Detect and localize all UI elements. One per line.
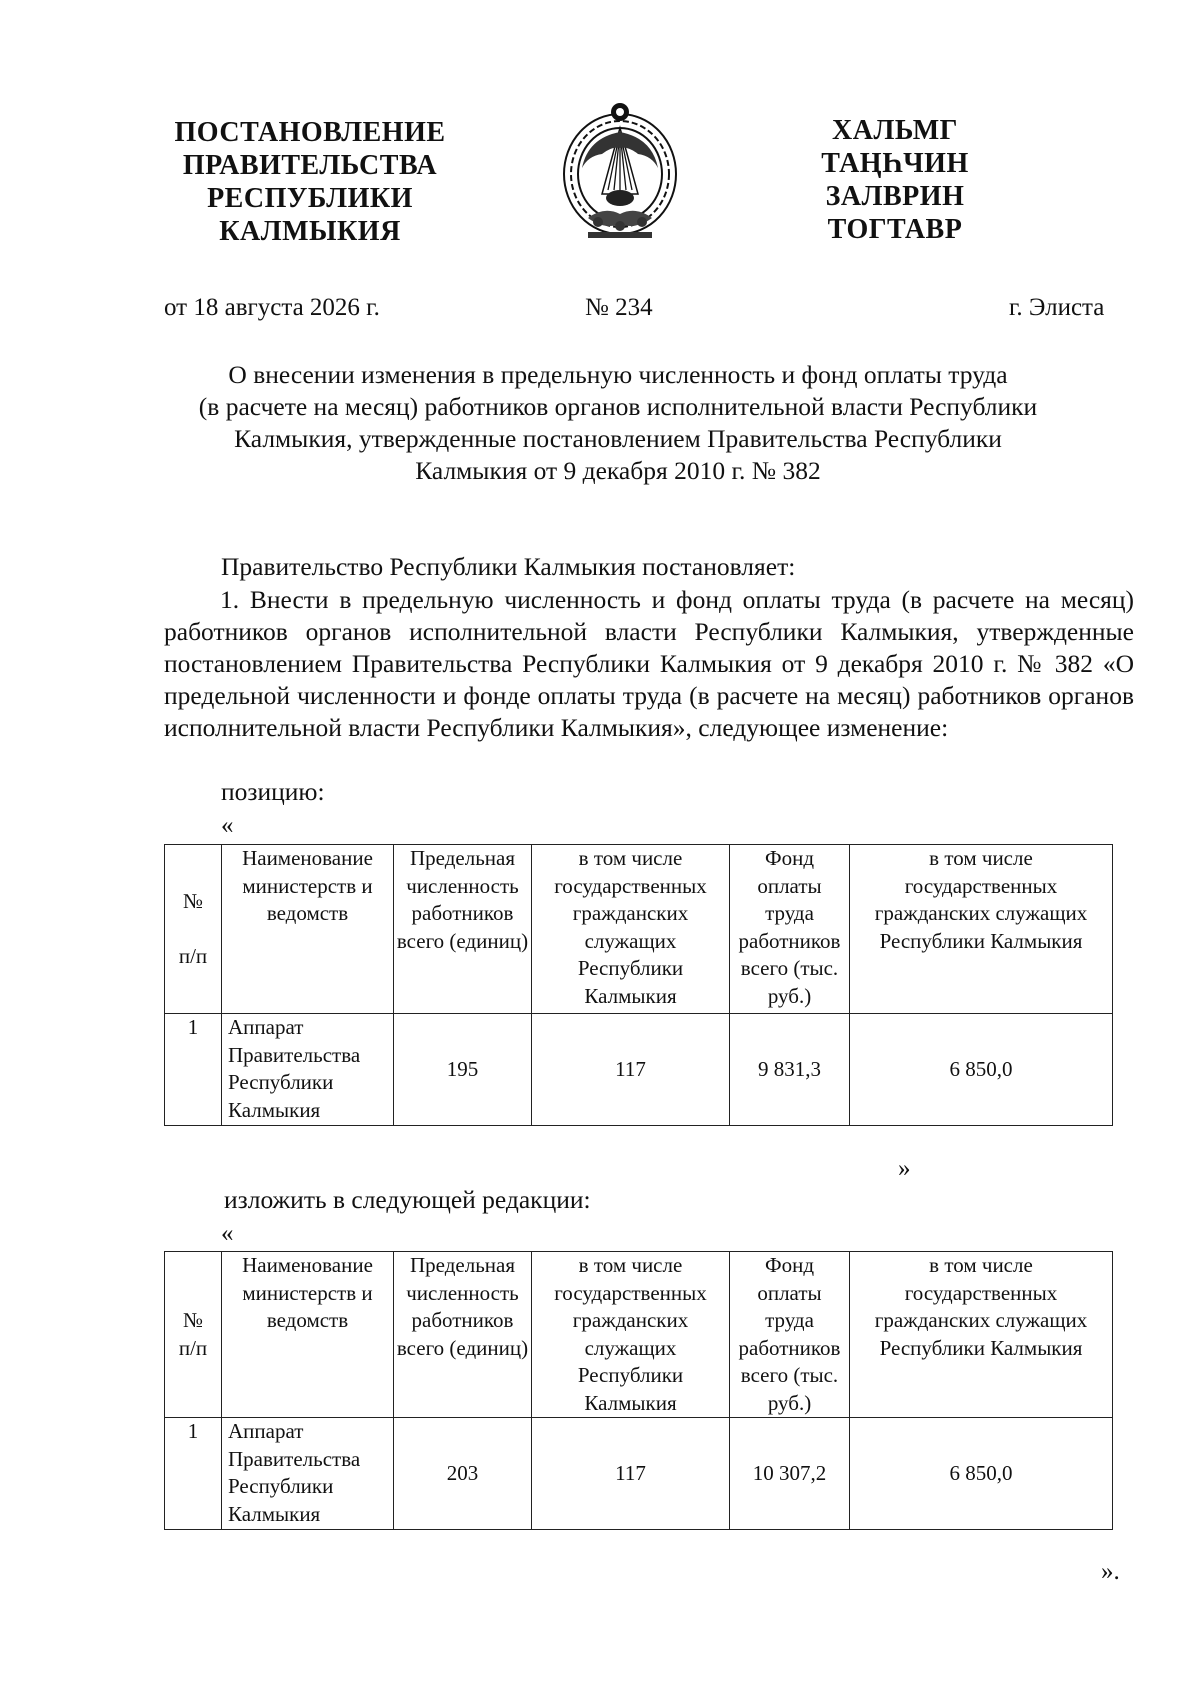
table-old-position xyxy=(164,844,1113,1126)
table-new-edition xyxy=(164,1251,1113,1530)
header-num-pp: п/п xyxy=(178,943,208,968)
header-fund-civil: в том числе государственных гражданских служащих Республики Калмыкия xyxy=(850,845,1113,1014)
header-num-sign: № xyxy=(182,1308,204,1332)
position-label: позицию: xyxy=(221,777,325,806)
new-edition-label: изложить в следующей редакции: xyxy=(224,1185,591,1214)
header-left-line: КАЛМЫКИЯ xyxy=(219,216,401,247)
document-date: от 18 августа 2026 г. xyxy=(164,294,380,321)
cell-fund-civil: 6 850,0 xyxy=(850,1418,1113,1530)
table-header-row xyxy=(165,1252,1113,1418)
header-right-block xyxy=(790,114,1000,246)
cell-fund-civil: 6 850,0 xyxy=(850,1014,1113,1126)
cell-name: Аппарат Правительства Республики Калмыкия xyxy=(222,1418,394,1530)
header-name: Наименование министерств и ведомств xyxy=(222,845,394,1014)
header-right-line: ТОГТАВР xyxy=(827,214,963,245)
header-fund: Фонд оплаты труда работников всего (тыс. руб.) xyxy=(730,845,850,1014)
document-city: г. Элиста xyxy=(1009,294,1105,321)
title-line: Калмыкия от 9 декабря 2010 г. № 382 xyxy=(415,456,821,485)
header-right-line: ХАЛЬМГ xyxy=(832,115,958,146)
header-limit: Предельная численность работников всего (единиц) xyxy=(394,1252,532,1418)
header-num-pp: п/п xyxy=(178,1335,208,1360)
header-fund: Фонд оплаты труда работников всего (тыс. руб.) xyxy=(730,1252,850,1418)
quote-open: « xyxy=(221,812,234,839)
cell-num: 1 xyxy=(165,1014,222,1126)
table-row xyxy=(165,1418,1113,1530)
cell-fund: 9 831,3 xyxy=(730,1014,850,1126)
cell-fund: 10 307,2 xyxy=(730,1418,850,1530)
title-line: О внесении изменения в предельную численность и фонд оплаты труда xyxy=(228,360,1008,389)
header-fund-civil: в том числе государственных гражданских служащих Республики Калмыкия xyxy=(850,1252,1113,1418)
header-num xyxy=(165,1252,222,1418)
title-line: Калмыкия, утвержденные постановлением Правительства Республики xyxy=(234,424,1002,453)
cell-civil: 117 xyxy=(532,1014,730,1126)
cell-limit: 195 xyxy=(394,1014,532,1126)
header-left-line: ПРАВИТЕЛЬСТВА xyxy=(182,150,438,181)
header-left-line: РЕСПУБЛИКИ xyxy=(207,183,413,214)
header-left-block xyxy=(160,116,460,248)
header-civil: в том числе государственных гражданских служащих Республики Калмыкия xyxy=(532,845,730,1014)
table-header-row xyxy=(165,845,1113,1014)
quote-close-final: ». xyxy=(1101,1558,1120,1585)
title-line: (в расчете на месяц) работников органов исполнительной власти Республики xyxy=(198,392,1038,421)
header-num xyxy=(165,845,222,1014)
coat-of-arms-icon xyxy=(558,98,682,246)
paragraph-1: 1. Внести в предельную численность и фонд оплаты труда (в расчете на месяц) работников органов исполнительной власти Республики Калмыкия, утвержденные постановлением Правительства Республики Калмыкия от 9 декабря 2010 г. № 382 «О предельной численности и фонде оплаты труда (в расчете на месяц) работников органов исполнительной власти Республики Калмыкия», следующее изменение: xyxy=(164,585,1134,742)
header-left-line: ПОСТАНОВЛЕНИЕ xyxy=(174,117,446,148)
cell-limit: 203 xyxy=(394,1418,532,1530)
header-limit: Предельная численность работников всего (единиц) xyxy=(394,845,532,1014)
header-right-line: ЗАЛВРИН xyxy=(825,181,965,212)
quote-close: » xyxy=(898,1155,911,1182)
cell-name: Аппарат Правительства Республики Калмыкия xyxy=(222,1014,394,1126)
intro-text: Правительство Республики Калмыкия постановляет: xyxy=(221,552,796,581)
header-right-line: ТАҢҺЧИН xyxy=(821,148,969,179)
document-number: № 234 xyxy=(585,294,653,321)
table-row xyxy=(165,1014,1113,1126)
cell-civil: 117 xyxy=(532,1418,730,1530)
document-title xyxy=(150,359,1086,487)
cell-num: 1 xyxy=(165,1418,222,1530)
header-civil: в том числе государственных гражданских служащих Республики Калмыкия xyxy=(532,1252,730,1418)
quote-open: « xyxy=(221,1220,234,1247)
header-num-sign: № xyxy=(182,889,204,913)
header-name: Наименование министерств и ведомств xyxy=(222,1252,394,1418)
